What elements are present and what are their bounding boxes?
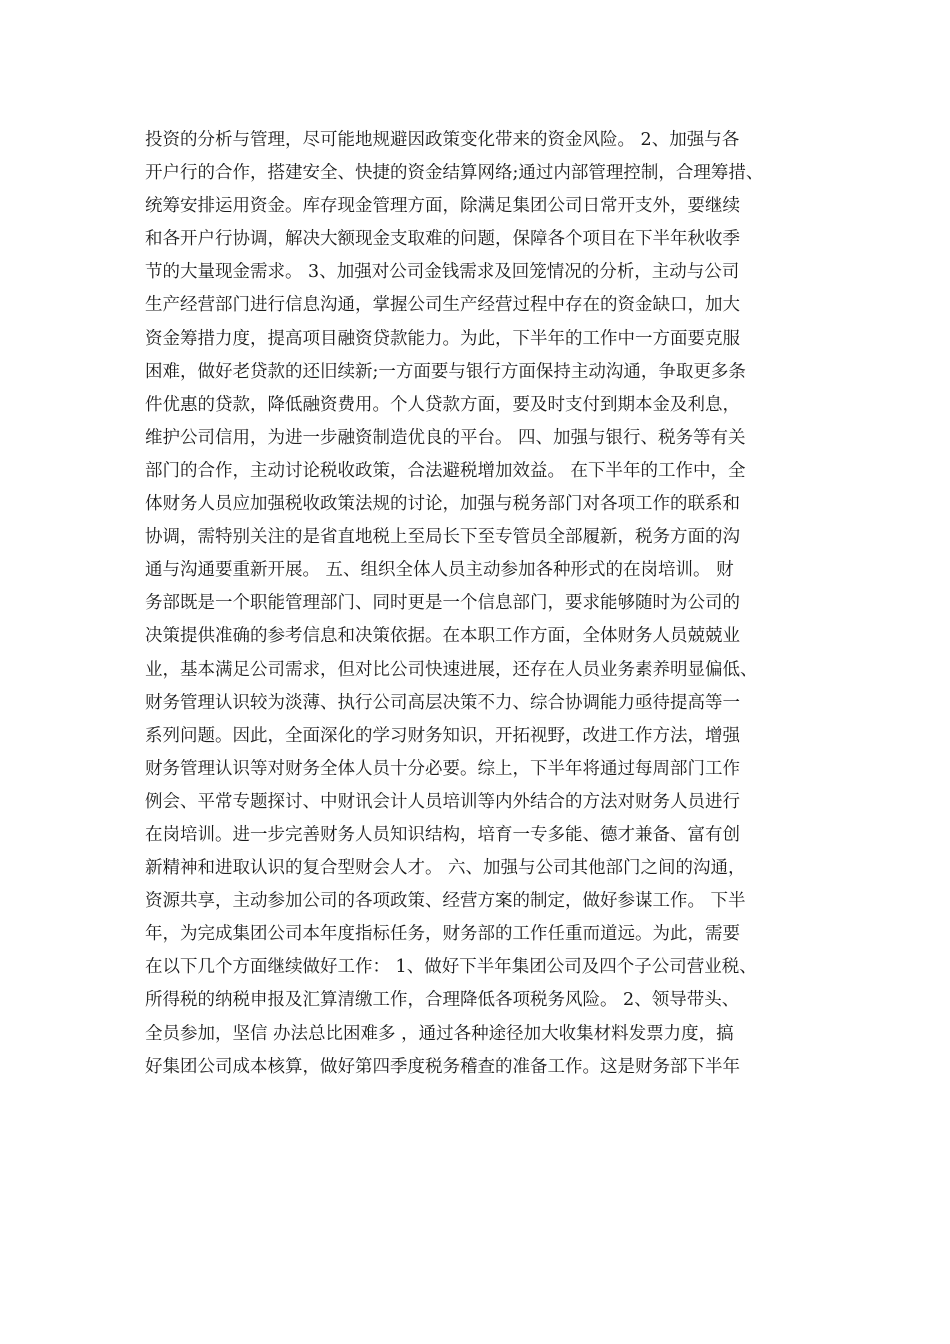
text-line: 在以下几个方面继续做好工作： 1、做好下半年集团公司及四个子公司营业税、: [145, 957, 757, 978]
text-line: 在岗培训。进一步完善财务人员知识结构，培育一专多能、德才兼备、富有创: [145, 824, 740, 845]
text-line: 部门的合作，主动讨论税收政策，合法避税增加效益。 在下半年的工作中，全: [145, 460, 746, 481]
text-line: 投资的分析与管理，尽可能地规避因政策变化带来的资金风险。 2、加强与各: [145, 130, 740, 150]
text-line: 开户行的合作，搭建安全、快捷的资金结算网络;通过内部管理控制，合理筹措、: [145, 163, 764, 184]
text-line: 决策提供准确的参考信息和决策依据。在本职工作方面，全体财务人员兢兢业: [145, 626, 740, 647]
text-line: 维护公司信用，为进一步融资制造优良的平台。 四、加强与银行、税务等有关: [145, 427, 746, 448]
text-line: 和各开户行协调，解决大额现金支取难的问题，保障各个项目在下半年秋收季: [145, 229, 740, 250]
text-line: 统筹安排运用资金。库存现金管理方面，除满足集团公司日常开支外，要继续: [145, 196, 740, 217]
text-line: 新精神和进取认识的复合型财会人才。 六、加强与公司其他部门之间的沟通，: [145, 858, 746, 879]
text-line: 财务管理认识较为淡薄、执行公司高层决策不力、综合协调能力亟待提高等一: [145, 692, 740, 713]
text-line: 资源共享，主动参加公司的各项政策、经营方案的制定，做好参谋工作。 下半: [145, 891, 746, 912]
text-line: 全员参加，坚信 办法总比困难多 ，通过各种途径加大收集材料发票力度，搞: [145, 1023, 734, 1044]
text-line: 系列问题。因此，全面深化的学习财务知识，开拓视野，改进工作方法，增强: [145, 725, 740, 746]
text-line: 协调，需特别关注的是省直地税上至局长下至专管员全部履新，税务方面的沟: [145, 527, 740, 548]
text-line: 年，为完成集团公司本年度指标任务，财务部的工作任重而道远。为此，需要: [145, 924, 740, 945]
text-line: 生产经营部门进行信息沟通，掌握公司生产经营过程中存在的资金缺口，加大: [145, 295, 740, 316]
text-line: 件优惠的贷款，降低融资费用。个人贷款方面，要及时支付到期本金及利息，: [145, 394, 740, 415]
text-line: 例会、平常专题探讨、中财讯会计人员培训等内外结合的方法对财务人员进行: [145, 791, 740, 812]
text-line: 好集团公司成本核算，做好第四季度税务稽查的准备工作。这是财务部下半年: [145, 1056, 740, 1077]
text-line: 困难，做好老贷款的还旧续新;一方面要与银行方面保持主动沟通，争取更多条: [145, 361, 746, 382]
text-line: 通与沟通要重新开展。 五、组织全体人员主动参加各种形式的在岗培训。 财: [145, 560, 734, 581]
text-line: 体财务人员应加强税收政策法规的讨论，加强与税务部门对各项工作的联系和: [145, 494, 740, 515]
text-line: 所得税的纳税申报及汇算清缴工作，合理降低各项税务风险。 2、领导带头、: [145, 990, 740, 1011]
text-line: 财务管理认识等对财务全体人员十分必要。综上，下半年将通过每周部门工作: [145, 758, 740, 779]
text-line: 务部既是一个职能管理部门、同时更是一个信息部门，要求能够随时为公司的: [145, 593, 740, 614]
text-line: 节的大量现金需求。 3、加强对公司金钱需求及回笼情况的分析，主动与公司: [145, 262, 740, 283]
text-line: 资金筹措力度，提高项目融资贷款能力。为此，下半年的工作中一方面要克服: [145, 328, 740, 349]
body-text: [145, 124, 825, 1084]
text-line: 业，基本满足公司需求，但对比公司快速进展，还存在人员业务素养明显偏低、: [145, 659, 758, 680]
